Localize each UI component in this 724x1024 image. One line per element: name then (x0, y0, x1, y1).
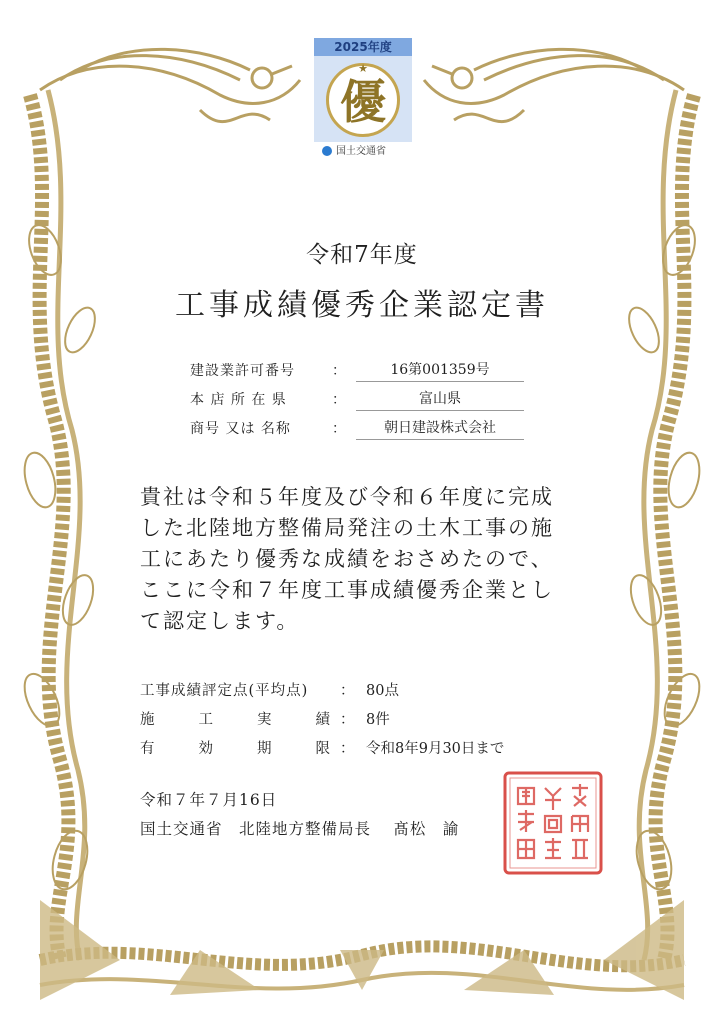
ministry-name: 国土交通省 (336, 146, 386, 157)
badge-year: 2025年度 (314, 38, 412, 56)
info-underline (356, 439, 524, 440)
body-line: 貴社は令和５年度及び令和６年度に完成 (140, 485, 554, 509)
info-colon: ： (332, 421, 346, 437)
certificate-body (140, 482, 602, 637)
prefecture-value: 富山県 (419, 391, 461, 407)
validity-label: 有効期限 (140, 741, 330, 757)
ministry-logo (322, 144, 412, 160)
company-name-label: 商号 又は 名称 (190, 421, 291, 437)
phoenix-right (424, 49, 684, 121)
emblem-character: 優 (340, 75, 386, 129)
stat-colon: ： (340, 683, 355, 699)
info-underline (356, 381, 524, 382)
prefecture-label: 本 店 所 在 県 (190, 392, 287, 408)
certificate-title: 工事成績優秀企業認定書 (175, 288, 549, 323)
company-name-value: 朝日建設株式会社 (384, 420, 496, 436)
license-number-label: 建設業許可番号 (190, 363, 295, 379)
ministry-mark-icon (322, 146, 332, 156)
excellence-badge (314, 38, 412, 162)
stat-colon: ： (340, 712, 355, 728)
license-number-value: 16第001359号 (390, 362, 490, 378)
issue-date: 令和７年７月16日 (140, 791, 278, 809)
certificate-subtitle: 令和7年度 (306, 242, 418, 268)
construction-record-value: 8件 (366, 712, 390, 728)
body-line: した北陸地方整備局発注の土木工事の施 (140, 516, 554, 540)
score-value: 80点 (366, 683, 399, 699)
info-colon: ： (332, 363, 346, 379)
info-underline (356, 410, 524, 411)
body-line: ここに令和７年度工事成績優秀企業とし (140, 578, 554, 602)
official-seal-stamp (502, 770, 604, 876)
validity-value: 令和8年9月30日まで (366, 741, 505, 757)
score-label: 工事成績評定点(平均点) (140, 683, 309, 699)
info-colon: ： (332, 392, 346, 408)
construction-record-label: 施工実績 (140, 712, 330, 728)
phoenix-left (40, 49, 300, 121)
stat-colon: ： (340, 741, 355, 757)
body-line: て認定します。 (140, 609, 300, 633)
body-line: 工にあたり優秀な成績をおさめたので、 (140, 547, 554, 571)
star-icon: ★ (358, 62, 368, 75)
badge-emblem (314, 56, 412, 142)
issuer-name: 国土交通省 北陸地方整備局長 髙松 諭 (140, 820, 460, 838)
